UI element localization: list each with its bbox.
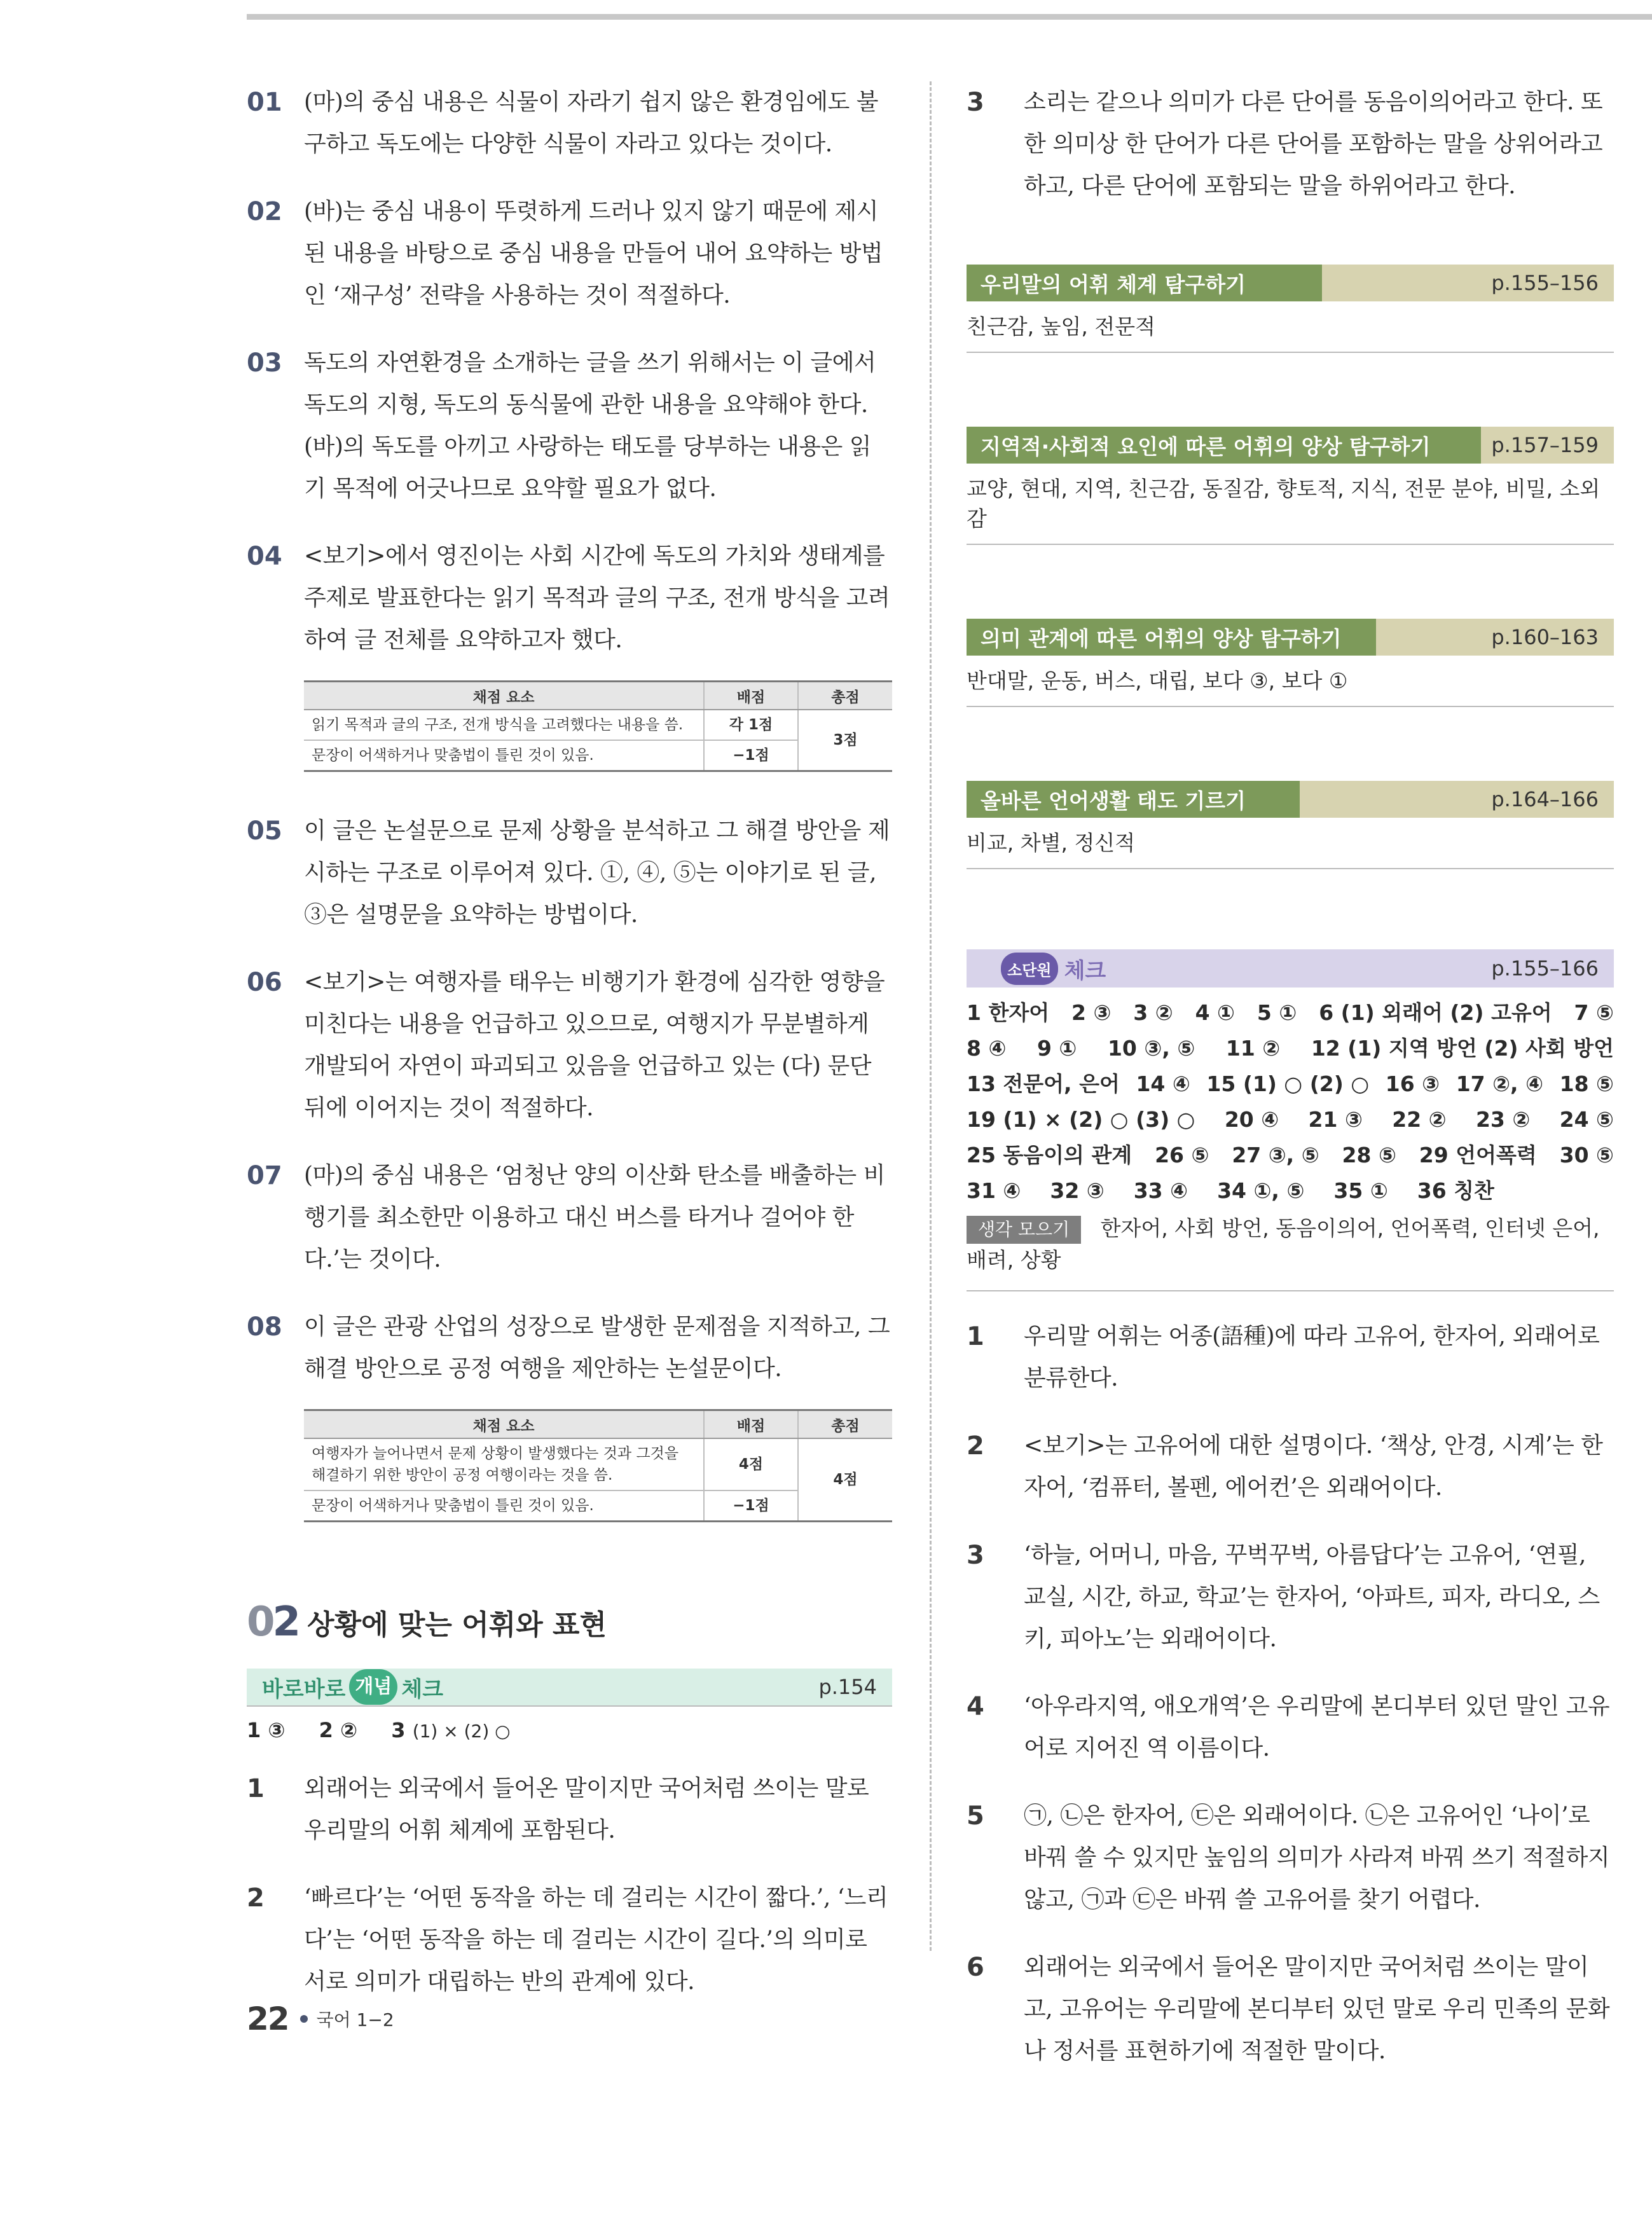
answer-cell: 16 ③ xyxy=(1385,1071,1440,1096)
item-number: 08 xyxy=(247,1312,282,1342)
concept-answer: 친근감, 높임, 전문적 xyxy=(967,301,1614,353)
table-header: 배점 xyxy=(704,682,798,710)
answer-cell: 6 (1) 외래어 (2) 고유어 xyxy=(1319,1000,1552,1025)
table-cell: −1점 xyxy=(704,1490,798,1522)
answer-cell: 25 동음이의 관계 xyxy=(967,1143,1132,1167)
unit-badge: 소단원 xyxy=(1001,953,1058,985)
answer-item xyxy=(967,1316,1614,1400)
answer-item xyxy=(247,1768,892,1852)
answer-item xyxy=(967,1686,1614,1770)
check-answer: 1 ③ xyxy=(247,1718,286,1742)
concept-check-bar xyxy=(247,1669,892,1707)
concept-block xyxy=(967,265,1614,353)
answer-cell: 29 언어폭력 xyxy=(1419,1143,1537,1167)
answer-cell: 1 한자어 xyxy=(967,1000,1050,1025)
think-text: 한자어, 사회 방언, 동음이의어, 언어폭력, 인터넷 은어, 배려, 상황 xyxy=(967,1216,1600,1272)
item-number: 3 xyxy=(967,1541,984,1570)
answer-item xyxy=(247,1306,892,1390)
concept-block xyxy=(967,781,1614,869)
concept-title: 의미 관계에 따른 어휘의 양상 탐구하기 xyxy=(967,619,1376,656)
answer-cell: 24 ⑤ xyxy=(1559,1107,1614,1132)
item-number: 2 xyxy=(967,1431,984,1461)
answer-cell: 34 ①, ⑤ xyxy=(1217,1178,1305,1203)
answer-item xyxy=(967,81,1614,207)
left-column xyxy=(247,81,892,2028)
answer-item xyxy=(247,961,892,1129)
answer-item xyxy=(967,1425,1614,1509)
answer-item xyxy=(967,1534,1614,1660)
answer-cell: 13 전문어, 은어 xyxy=(967,1071,1120,1096)
section-number: 02 xyxy=(247,1599,299,1646)
item-number: 02 xyxy=(247,197,282,226)
page-reference: p.154 xyxy=(818,1675,877,1699)
table-cell: 각 1점 xyxy=(704,710,798,740)
item-text: ‘하늘, 어머니, 마음, 꾸벅꾸벅, 아름답다’는 고유어, ‘연필, 교실, 시간, 하교, 학교’는 한자어, ‘아파트, 피자, 라디오, 스키, 피아노’는 외래어이다. xyxy=(1024,1542,1600,1652)
concept-block xyxy=(967,427,1614,545)
answer-row xyxy=(967,1173,1614,1209)
answer-item xyxy=(967,1795,1614,1921)
item-number: 5 xyxy=(967,1801,984,1831)
answer-cell: 10 ③, ⑤ xyxy=(1107,1036,1195,1061)
answer-cell: 9 ① xyxy=(1036,1036,1077,1061)
item-number: 2 xyxy=(247,1883,265,1913)
table-cell: 4점 xyxy=(704,1438,798,1490)
item-number: 4 xyxy=(967,1692,984,1721)
answer-row xyxy=(967,1138,1614,1173)
concept-answer: 비교, 차별, 정신적 xyxy=(967,818,1614,869)
item-text: <보기>는 고유어에 대한 설명이다. ‘책상, 안경, 시계’는 한자어, ‘컴퓨터, 볼펜, 에어컨’은 외래어이다. xyxy=(1024,1433,1603,1501)
answer-cell: 22 ② xyxy=(1392,1107,1447,1132)
item-number: 05 xyxy=(247,816,282,846)
item-text: <보기>는 여행자를 태우는 비행기가 환경에 심각한 영향을 미친다는 내용을 언급하고 있으므로, 여행지가 무분별하게 개발되어 자연이 파괴되고 있음을 언급하고 있는 (다) 문단 뒤에 이어지는 것이 적절하다. xyxy=(304,969,885,1121)
item-text: 외래어는 외국에서 들어온 말이지만 국어처럼 쓰이는 말로 우리말의 어휘 체계에 포함된다. xyxy=(304,1775,869,1843)
answer-cell: 19 (1) × (2) ○ (3) ○ xyxy=(967,1107,1195,1132)
table-header: 총점 xyxy=(798,682,892,710)
answer-cell: 20 ④ xyxy=(1224,1107,1279,1132)
table-cell: 읽기 목적과 글의 구조, 전개 방식을 고려했다는 내용을 씀. xyxy=(304,710,704,740)
section-title xyxy=(247,1599,892,1646)
answer-cell: 4 ① xyxy=(1195,1000,1235,1025)
check-answer: 2 ② xyxy=(319,1718,358,1742)
answer-cell: 17 ②, ④ xyxy=(1456,1071,1544,1096)
right-column xyxy=(967,81,1614,2098)
unit-check-answers xyxy=(967,995,1614,1209)
concept-answer: 반대말, 운동, 버스, 대립, 보다 ③, 보다 ① xyxy=(967,656,1614,707)
item-text: ‘빠르다’는 ‘어떤 동작을 하는 데 걸리는 시간이 짧다.’, ‘느리다’는 ‘어떤 동작을 하는 데 걸리는 시간이 길다.’의 의미로 서로 의미가 대립하는 반의 관계에 있다. xyxy=(304,1885,888,1995)
answer-cell: 14 ④ xyxy=(1136,1071,1190,1096)
answer-cell: 36 칭찬 xyxy=(1417,1178,1494,1203)
answer-cell: 2 ③ xyxy=(1071,1000,1112,1025)
answer-cell: 35 ① xyxy=(1333,1178,1388,1203)
table-header: 채점 요소 xyxy=(304,1410,704,1439)
column-divider xyxy=(930,81,932,1951)
section-heading: 상황에 맞는 어휘와 표현 xyxy=(307,1609,607,1641)
check-answers xyxy=(247,1718,892,1742)
item-text: 외래어는 외국에서 들어온 말이지만 국어처럼 쓰이는 말이고, 고유어는 우리말에 본디부터 있던 말로 우리 민족의 문화나 정서를 표현하기에 적절한 말이다. xyxy=(1024,1954,1610,2064)
item-text: ㉠, ㉡은 한자어, ㉢은 외래어이다. ㉡은 고유어인 ‘나이’로 바꿔 쓸 수 있지만 높임의 의미가 사라져 바꿔 쓰기 적절하지 않고, ㉠과 ㉢은 바꿔 쓸 고유어를 찾기 어렵다. xyxy=(1024,1803,1610,1913)
answer-row xyxy=(967,1031,1614,1066)
table-header: 채점 요소 xyxy=(304,682,704,710)
item-number: 6 xyxy=(967,1953,984,1982)
page-reference: p.160–163 xyxy=(1376,619,1614,656)
answer-cell: 5 ① xyxy=(1256,1000,1297,1025)
answer-cell: 23 ② xyxy=(1475,1107,1531,1132)
item-number: 01 xyxy=(247,88,282,117)
table-header: 배점 xyxy=(704,1410,798,1439)
item-number: 03 xyxy=(247,348,282,378)
table-cell: 4점 xyxy=(798,1438,892,1522)
page-reference: p.155–166 xyxy=(1491,956,1599,981)
item-number: 3 xyxy=(967,88,984,117)
answer-cell: 21 ③ xyxy=(1308,1107,1363,1132)
answer-cell: 8 ④ xyxy=(967,1036,1007,1061)
scoring-table xyxy=(304,1409,892,1522)
think-section xyxy=(967,1213,1614,1291)
concept-title: 우리말의 어휘 체계 탐구하기 xyxy=(967,265,1322,301)
unit-check-bar xyxy=(967,949,1614,988)
answer-item xyxy=(247,342,892,510)
item-text: ‘아우라지역, 애오개역’은 우리말에 본디부터 있던 말인 고유어로 지어진 역 이름이다. xyxy=(1024,1693,1610,1761)
table-header: 총점 xyxy=(798,1410,892,1439)
answer-item xyxy=(247,535,892,661)
item-number: 07 xyxy=(247,1161,282,1190)
page-footer xyxy=(247,2000,394,2037)
page-reference: p.164–166 xyxy=(1300,781,1614,818)
answer-row xyxy=(967,1102,1614,1138)
answer-row xyxy=(967,1066,1614,1102)
scoring-table xyxy=(304,680,892,772)
concept-title: 지역적·사회적 요인에 따른 어휘의 양상 탐구하기 xyxy=(967,427,1481,464)
answer-cell: 12 (1) 지역 방언 (2) 사회 방언 xyxy=(1311,1036,1614,1061)
answer-cell: 27 ③, ⑤ xyxy=(1232,1143,1319,1167)
unit-check-label: 체크 xyxy=(1064,958,1106,984)
item-text: 우리말 어휘는 어종(語種)에 따라 고유어, 한자어, 외래어로 분류한다. xyxy=(1024,1323,1600,1391)
answer-item xyxy=(247,1155,892,1281)
answer-item xyxy=(247,191,892,317)
page-reference: p.157–159 xyxy=(1481,427,1614,464)
answer-cell: 11 ② xyxy=(1225,1036,1281,1061)
answer-item xyxy=(247,81,892,165)
answer-cell: 33 ④ xyxy=(1133,1178,1188,1203)
answer-item xyxy=(247,810,892,936)
book-title: 국어 1−2 xyxy=(316,2009,394,2030)
item-text: 소리는 같으나 의미가 다른 단어를 동음이의어라고 한다. 또 한 의미상 한 단어가 다른 단어를 포함하는 말을 상위어라고 하고, 다른 단어에 포함되는 말을 하위어라고 한다. xyxy=(1024,89,1603,199)
table-cell: 문장이 어색하거나 맞춤법이 틀린 것이 있음. xyxy=(304,1490,704,1522)
page-reference: p.155–156 xyxy=(1322,265,1614,301)
item-text: (마)의 중심 내용은 식물이 자라기 쉽지 않은 환경임에도 불구하고 독도에는 다양한 식물이 자라고 있다는 것이다. xyxy=(304,89,878,157)
check-label-circle: 개념 xyxy=(349,1669,397,1705)
answer-item xyxy=(967,1946,1614,2072)
item-text: (마)의 중심 내용은 ‘엄청난 양의 이산화 탄소를 배출하는 비행기를 최소한만 이용하고 대신 버스를 타거나 걸어야 한다.’는 것이다. xyxy=(304,1162,885,1272)
item-number: 04 xyxy=(247,542,282,571)
item-number: 1 xyxy=(967,1322,984,1351)
think-label: 생각 모으기 xyxy=(967,1216,1081,1244)
answer-cell: 15 (1) ○ (2) ○ xyxy=(1206,1071,1370,1096)
item-number: 06 xyxy=(247,968,282,997)
concept-answer: 교양, 현대, 지역, 친근감, 동질감, 향토적, 지식, 전문 분야, 비밀, 소외감 xyxy=(967,464,1614,545)
answer-cell: 18 ⑤ xyxy=(1559,1071,1614,1096)
item-text: 독도의 자연환경을 소개하는 글을 쓰기 위해서는 이 글에서 독도의 지형, 독도의 동식물에 관한 내용을 요약해야 한다. (바)의 독도를 아끼고 사랑하는 태도를 당부하는 내용은 읽기 목적에 어긋나므로 요약할 필요가 없다. xyxy=(304,350,876,502)
item-text: 이 글은 관광 산업의 성장으로 발생한 문제점을 지적하고, 그 해결 방안으로 공정 여행을 제안하는 논설문이다. xyxy=(304,1314,890,1382)
check-answer: 3 (1) × (2) ○ xyxy=(391,1718,511,1742)
item-text: (바)는 중심 내용이 뚜렷하게 드러나 있지 않기 때문에 제시된 내용을 바탕으로 중심 내용을 만들어 내어 요약하는 방법인 ‘재구성’ 전략을 사용하는 것이 적절하다. xyxy=(304,198,883,308)
answer-cell: 28 ⑤ xyxy=(1342,1143,1396,1167)
answer-item xyxy=(247,1877,892,2003)
concept-title: 올바른 언어생활 태도 기르기 xyxy=(967,781,1300,818)
table-cell: 3점 xyxy=(798,710,892,771)
answer-cell: 30 ⑤ xyxy=(1559,1143,1614,1167)
table-cell: 문장이 어색하거나 맞춤법이 틀린 것이 있음. xyxy=(304,740,704,771)
item-text: <보기>에서 영진이는 사회 시간에 독도의 가치와 생태계를 주제로 발표한다는 읽기 목적과 글의 구조, 전개 방식을 고려하여 글 전체를 요약하고자 했다. xyxy=(304,543,890,653)
page-number: 22 xyxy=(247,2000,289,2037)
table-cell: −1점 xyxy=(704,740,798,771)
table-cell: 여행자가 늘어나면서 문제 상황이 발생했다는 것과 그것을 해결하기 위한 방안이 공정 여행이라는 것을 씀. xyxy=(304,1438,704,1490)
answer-cell: 7 ⑤ xyxy=(1574,1000,1614,1025)
answer-cell: 32 ③ xyxy=(1050,1178,1105,1203)
check-label-pre: 바로바로 xyxy=(262,1676,346,1702)
answer-cell: 31 ④ xyxy=(967,1178,1021,1203)
item-text: 이 글은 논설문으로 문제 상황을 분석하고 그 해결 방안을 제시하는 구조로 이루어져 있다. ①, ④, ⑤는 이야기로 된 글, ③은 설명문을 요약하는 방법이다. xyxy=(304,818,890,928)
item-number: 1 xyxy=(247,1774,265,1803)
top-rule xyxy=(247,14,1652,20)
answer-cell: 3 ② xyxy=(1133,1000,1173,1025)
concept-block xyxy=(967,619,1614,707)
answer-row xyxy=(967,995,1614,1031)
check-label-post: 체크 xyxy=(401,1676,444,1702)
bullet-dot-icon xyxy=(300,2015,308,2023)
answer-cell: 26 ⑤ xyxy=(1155,1143,1209,1167)
